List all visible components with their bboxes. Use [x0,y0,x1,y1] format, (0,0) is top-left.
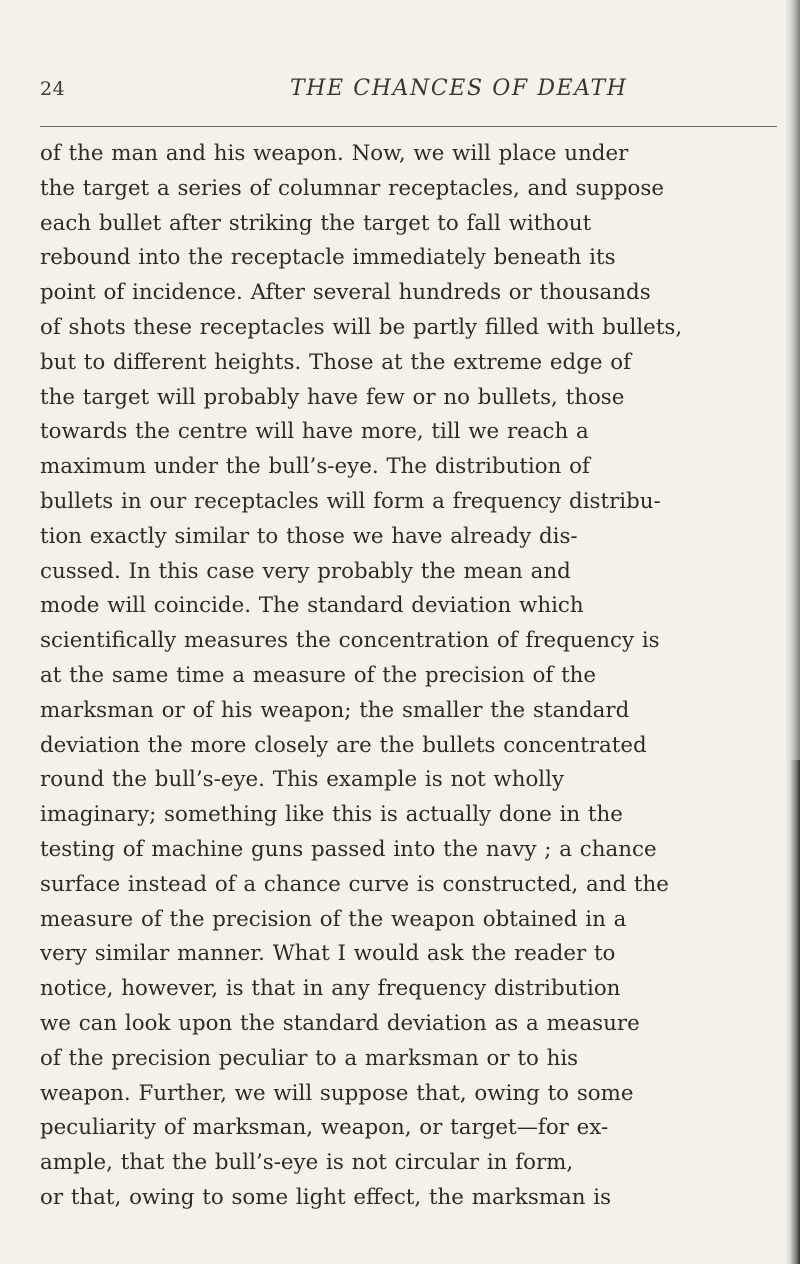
text-line: weapon. Further, we will suppose that, owing to some [40,1080,634,1106]
text-line: of the man and his weapon. Now, we will place under [40,141,629,166]
text-line: rebound into the receptacle immediately beneath its [40,245,616,271]
text-line: round the bull’s-eye. This example is not wholly [40,767,565,793]
text-line: at the same time a measure of the precision of the [40,662,597,688]
text-line: scientifically measures the concentration of frequency is [40,628,660,654]
text-line: cussed. In this case very probably the mean and [40,558,571,584]
text-line: tion exactly similar to those we have already dis- [40,523,578,549]
text-line: surface instead of a chance curve is constructed, and the [40,871,669,897]
text-line: the target a series of columnar receptacles, and suppose [40,175,664,201]
text-line: we can look upon the standard deviation as a measure [40,1010,640,1036]
text-line: marksman or of his weapon; the smaller the standard [40,697,630,723]
text-line: towards the centre will have more, till we reach a [40,419,589,445]
text-line: deviation the more closely are the bullets concentrated [40,732,647,758]
text-line: point of incidence. After several hundreds or thousands [40,280,651,306]
text-line: of the precision peculiar to a marksman or to his [40,1045,579,1071]
text-line: measure of the precision of the weapon obtained in a [40,906,627,932]
text-line: mode will coincide. The standard deviation which [40,593,584,619]
page-edge-dark-shadow [790,760,800,1264]
text-line: peculiarity of marksman, weapon, or target—for ex- [40,1115,609,1141]
text-line: testing of machine guns passed into the navy ; a chance [40,836,657,862]
text-line: the target will probably have few or no bullets, those [40,384,625,410]
page-number: 24 [40,78,66,100]
page-header [40,78,776,114]
text-line: or that, owing to some light effect, the marksman is [40,1184,612,1210]
text-line: each bullet after striking the target to fall without [40,210,592,236]
text-line: maximum under the bull’s-eye. The distribution of [40,454,590,480]
running-head: THE CHANCES OF DEATH [290,76,628,101]
header-rule [40,126,777,127]
text-line: bullets in our receptacles will form a frequency distribu- [40,488,661,514]
text-line: but to different heights. Those at the extreme edge of [40,349,632,375]
text-line: notice, however, is that in any frequency distribution [40,976,621,1002]
text-line: imaginary; something like this is actually done in the [40,802,623,828]
text-line: ample, that the bull’s-eye is not circular in form, [40,1150,574,1176]
text-line: of shots these receptacles will be partly filled with bullets, [40,314,683,340]
body-text [40,137,780,1216]
text-line: very similar manner. What I would ask the reader to [40,941,616,967]
